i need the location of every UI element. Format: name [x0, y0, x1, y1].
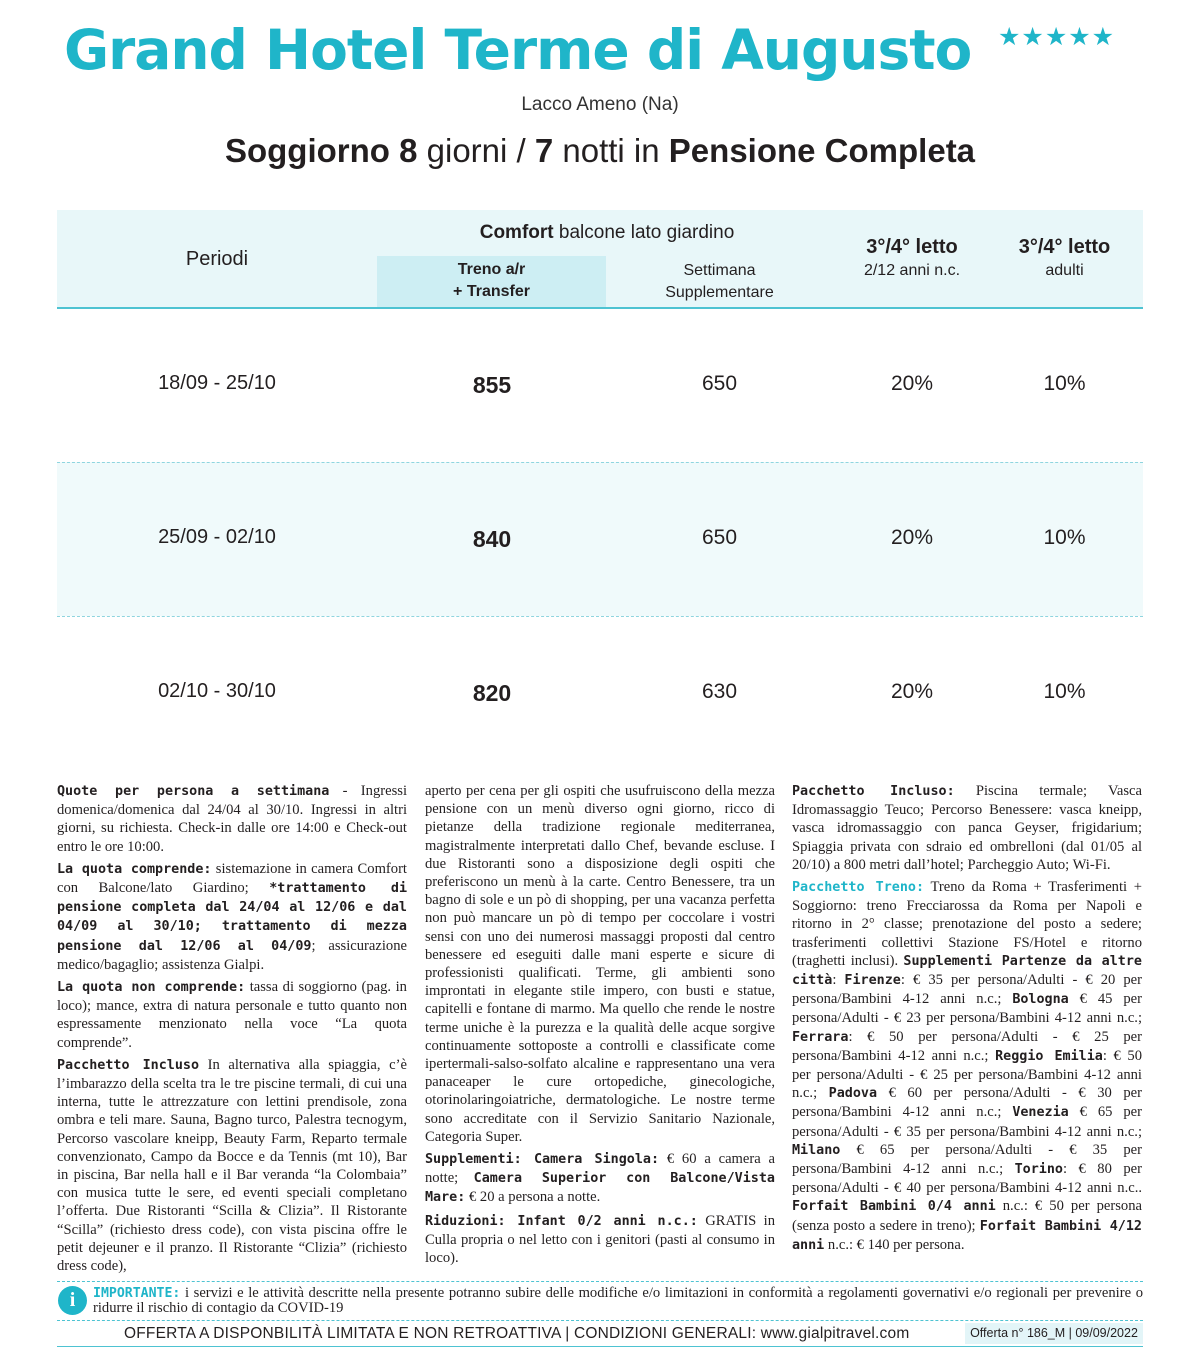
star-rating: ★★★★★ [998, 22, 1116, 51]
col-header-child-age: 2/12 anni n.c. [863, 262, 961, 279]
cell-treno-price: 820 [472, 680, 512, 706]
col-header-settimana: Settimana Supplementare [665, 262, 774, 301]
col-header-comfort: Comfort balcone lato giardino [479, 222, 735, 243]
table-row [57, 462, 1143, 616]
paragraph-quota-comprende: La quota comprende: sistemazione in camera Comfort con Balcone/lato Giardino; *trattamento di pensione completa dal 24/04 al 12/06 e dal 04/09 al 30/10; trattamento di mezza pensione dal 12/06 al 04/09; assicurazione medico/bagaglio; assistenza Gialpi. [57, 860, 408, 973]
col-header-adult-sub: adulti [1045, 262, 1084, 279]
cell-treno-price: 855 [472, 372, 512, 398]
footer-divider [57, 1346, 1143, 1347]
text-column-2 [425, 782, 775, 1271]
important-notice-text: IMPORTANTE: i servizi e le attività descritte nella presente potranno subire delle modifiche e/o limitazioni in conformità a regolamenti governativi e/o regionali per prevenire o ridurre il rischio di contagio da COVID-19 [93, 1285, 1143, 1316]
text-column-3 [792, 782, 1142, 1259]
hotel-title: Grand Hotel Terme di Augusto [64, 18, 972, 82]
paragraph-pacchetto-incluso: Pacchetto Incluso In alternativa alla spiaggia, c’è l’imbarazzo della scelta tra le tre piscine termali, di cui una interna, tutte le attrezzature con lettini prendisole, zona ombra e teli mare. Sauna, Bagno turco, Palestra tecnogym, Percorso vascolare kneipp, Beauty Farm, Reparto termale convenzionato, Campo da Bocce e da Tennis (mt 10), Bar in piscina, Bar nella hall e il Bar veranda “la Colombaia” con musica tutte le sere, ed eventi speciali completano l’offerta. Due Ristoranti “Scilla & Clizia”. Il Ristorante “Scilla” (richiesto dress code), con vista piscina offre le petit dejeuner e il pranzo. Il Ristorante “Clizia” (richiesto dress code), [57, 1056, 407, 1275]
stay-subtitle: Soggiorno 8 giorni / 7 notti in Pensione Completa [224, 132, 976, 169]
col-header-child-bed: 3°/4° letto [866, 236, 958, 258]
cell-adult-discount: 10% [1043, 680, 1086, 703]
table-row [57, 309, 1143, 462]
location: Lacco Ameno (Na) [521, 94, 679, 115]
cell-settimana-price: 630 [701, 680, 738, 703]
table-row [57, 616, 1143, 770]
offer-code: Offerta n° 186_M | 09/09/2022 [965, 1323, 1143, 1344]
cell-adult-discount: 10% [1043, 372, 1086, 395]
price-table-header [57, 210, 1143, 309]
cell-adult-discount: 10% [1043, 526, 1086, 549]
cell-treno-price: 840 [472, 526, 512, 552]
cell-periodo: 02/10 - 30/10 [158, 680, 276, 702]
cell-settimana-price: 650 [701, 372, 738, 395]
col-header-adult-bed: 3°/4° letto [1018, 236, 1111, 258]
cell-settimana-price: 650 [701, 526, 738, 549]
paragraph-supplementi: Supplementi: Camera Singola: € 60 a camera a notte; Camera Superior con Balcone/Vista Mare: € 20 a persona a notte. [425, 1151, 775, 1206]
col-header-treno: Treno a/r + Transfer [377, 256, 606, 307]
cell-child-discount: 20% [890, 526, 934, 549]
cell-child-discount: 20% [890, 680, 934, 703]
paragraph-riduzioni: Riduzioni: Infant 0/2 anni n.c.: GRATIS in Culla propria o nel letto con i genitori (pasti al consumo in loco). [425, 1212, 776, 1267]
cell-child-discount: 20% [890, 372, 934, 395]
cell-periodo: 25/09 - 02/10 [158, 526, 276, 548]
offer-conditions: OFFERTA A DISPONBILITÀ LIMITATA E NON RETROATTIVA | CONDIZIONI GENERALI: www.gialpitravel.com [124, 1325, 910, 1342]
paragraph-pacchetto-incluso-2: Pacchetto Incluso: Piscina termale; Vasca Idromassaggio Teuco; Percorso Benessere: vasca kneipp, vasca idromassaggio con panca Geyser, frigidarium; Spiaggia privata con sdraio ed ombrelloni (dal 01/05 al 20/10) a 800 metri dall’hotel; Parcheggio Auto; Wi-Fi. [792, 783, 1142, 873]
text-column-1 [57, 782, 407, 1279]
info-icon: i [58, 1286, 87, 1315]
paragraph-quote: Quote per persona a settimana - Ingressi domenica/domenica dal 24/04 al 30/10. Ingressi in altri giorni, su richiesta. Check-in dalle ore 14:00 e Check-out entro le ore 10:00. [57, 783, 407, 855]
paragraph-ristoranti-terme: aperto per cena per gli ospiti che usufruiscono della mezza pensione con un menù diverso ogni giorno, ricco di pietanze della tradizione regionale mediterranea, magistralmente interpretati dallo Chef, bevande escluse. I due Ristoranti sono a disposizione degli ospiti che preferiscono un menù à la carte. Centro Benessere, tra un bagno di sole e un pò di shopping, per una vacanza perfetta non può mancare un pò di tempo per coccolare i vostri sensi con uno dei numerosi massaggi proposti dal centro benessere ed eseguiti dalle mani esperte e sicure di professionisti qualificati. Terme, gli ambienti sono improntati in elegante stile impero, con busti e statue, capitelli e fontane di marmo. Ma quello che rende le nostre terme uniche è la purezza e la qualità delle acque sorgive continuamente sottoposte a controlli e classificate come ipertermali-salso-solfato alcaline e rappresentano una vera panaceaper le cure ortopediche, ginecologiche, otorinolaringoiatriche, dermatologiche. Le nostre terme sono accreditate con il Servizio Sanitario Nazionale, Categoria Super. [425, 783, 775, 1145]
paragraph-pacchetto-treno: Pacchetto Treno: Treno da Roma + Trasferimenti + Soggiorno: treno Frecciarossa da Roma per Napoli e ritorno in 2° classe; prenotazione del posto a sedere; trasferimenti collettivi Stazione FS/Hotel e ritorno (traghetti inclusi). Supplementi Partenze da altre città: Firenze: € 35 per persona/Adulti - € 20 per persona/Bambini 4-12 anni n.c.; Bologna € 45 per persona/Adulti - € 23 per persona/Bambini 4-12 anni n.c.; Ferrara: € 50 per persona/Adulti - € 25 per persona/Bambini 4-12 anni n.c.; Reggio Emilia: € 50 per persona/Adulti - € 25 per persona/Bambini 4-12 anni n.c.; Padova € 60 per persona/Adulti - € 30 per persona/Bambini 4-12 anni n.c.; Venezia € 65 per persona/Adulti - € 35 per persona/Bambini 4-12 anni n.c.; Milano € 65 per persona/Adulti - € 35 per persona/Bambini 4-12 anni n.c.; Torino: € 80 per persona/Adulti - € 40 per persona/Bambini 4-12 anni n.c.. Forfait Bambini 0/4 anni n.c.: € 50 per persona (senza posto a sedere in treno); Forfait Bambini 4/12 anni n.c.: € 140 per persona. [792, 879, 1143, 1253]
cell-periodo: 18/09 - 25/10 [158, 372, 276, 394]
col-header-periodi: Periodi [185, 248, 249, 270]
paragraph-quota-non-comprende: La quota non comprende: tassa di soggiorno (pag. in loco); mance, extra di natura personale e tutto quanto non espressamente menzionato nella voce “La quota comprende”. [57, 979, 407, 1051]
